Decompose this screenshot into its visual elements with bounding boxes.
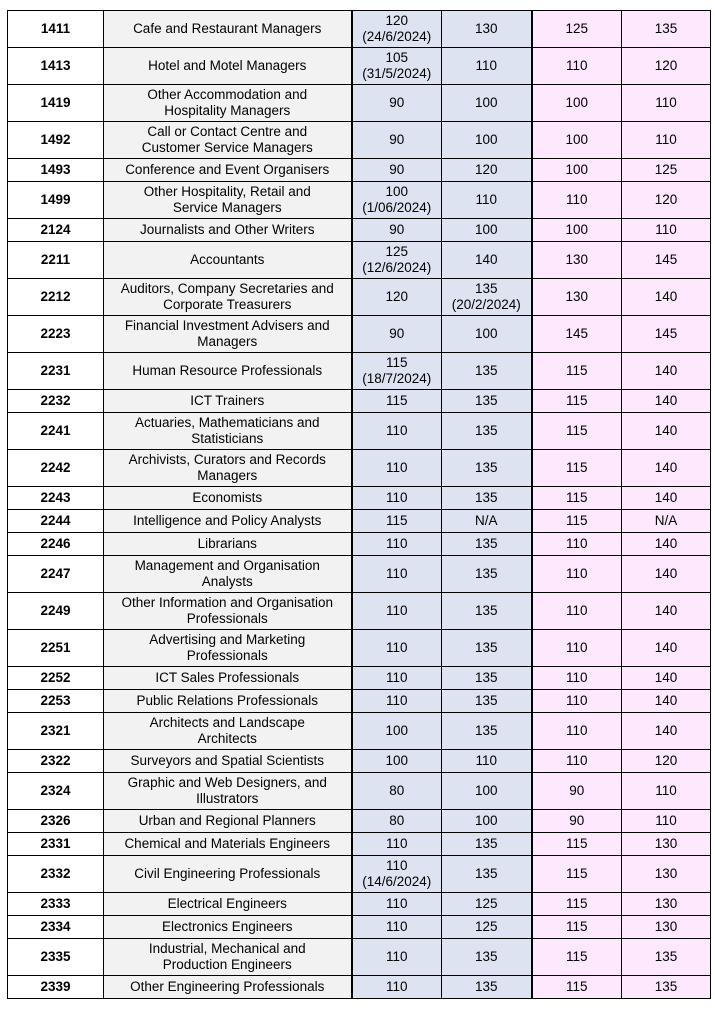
table-row: [8, 11, 711, 48]
anzsco-code-cell: 2252: [8, 667, 104, 690]
occupation-table-container: [7, 10, 711, 999]
anzsco-code-cell: 1413: [8, 48, 104, 85]
table-row: [8, 833, 711, 856]
points-column-1-cell: 110: [352, 916, 442, 939]
points-column-1-cell: 110: [352, 450, 442, 487]
occupation-name-cell: Librarians: [104, 533, 352, 556]
table-row: [8, 48, 711, 85]
occupation-name-cell: Graphic and Web Designers, and Illustrators: [104, 773, 352, 810]
points-column-2-cell: 110: [442, 750, 532, 773]
points-column-3-cell: 115: [532, 450, 622, 487]
points-column-1-cell: 110: [352, 667, 442, 690]
anzsco-code-cell: 2339: [8, 976, 104, 999]
points-column-2-cell: 120: [442, 159, 532, 182]
anzsco-code-cell: 2223: [8, 316, 104, 353]
points-column-1-cell: 110: [352, 556, 442, 593]
points-column-4-cell: 110: [622, 773, 711, 810]
points-column-1-cell: 110: [352, 487, 442, 510]
points-column-4-cell: N/A: [622, 510, 711, 533]
table-row: [8, 556, 711, 593]
points-column-1-cell: 80: [352, 810, 442, 833]
occupation-name-cell: Economists: [104, 487, 352, 510]
points-column-4-cell: 130: [622, 916, 711, 939]
points-column-2-cell: 135: [442, 939, 532, 976]
points-column-3-cell: 115: [532, 487, 622, 510]
points-column-1-cell: 110: [352, 833, 442, 856]
points-column-2-cell: 100: [442, 773, 532, 810]
occupation-name-cell: Cafe and Restaurant Managers: [104, 11, 352, 48]
points-column-2-cell: 135: [442, 690, 532, 713]
points-column-1-cell: 105 (31/5/2024): [352, 48, 442, 85]
table-body: [8, 11, 711, 999]
points-column-1-cell: 110: [352, 939, 442, 976]
table-row: [8, 810, 711, 833]
table-row: [8, 85, 711, 122]
table-row: [8, 279, 711, 316]
points-column-2-cell: 135: [442, 353, 532, 390]
anzsco-code-cell: 1499: [8, 182, 104, 219]
points-column-2-cell: 135: [442, 593, 532, 630]
points-column-2-cell: 100: [442, 122, 532, 159]
points-column-1-cell: 120 (24/6/2024): [352, 11, 442, 48]
points-column-3-cell: 130: [532, 242, 622, 279]
occupation-name-cell: Call or Contact Centre and Customer Service Managers: [104, 122, 352, 159]
table-row: [8, 939, 711, 976]
occupation-name-cell: Conference and Event Organisers: [104, 159, 352, 182]
points-column-2-cell: 135: [442, 390, 532, 413]
points-column-2-cell: 135: [442, 413, 532, 450]
points-column-3-cell: 100: [532, 122, 622, 159]
points-column-1-cell: 110: [352, 893, 442, 916]
points-column-1-cell: 100: [352, 750, 442, 773]
occupation-name-cell: Financial Investment Advisers and Managers: [104, 316, 352, 353]
points-column-1-cell: 110: [352, 593, 442, 630]
table-row: [8, 316, 711, 353]
points-column-4-cell: 140: [622, 353, 711, 390]
points-column-2-cell: 135: [442, 976, 532, 999]
table-row: [8, 690, 711, 713]
points-column-2-cell: 100: [442, 810, 532, 833]
occupation-name-cell: Advertising and Marketing Professionals: [104, 630, 352, 667]
points-column-2-cell: 125: [442, 916, 532, 939]
table-row: [8, 856, 711, 893]
points-column-4-cell: 135: [622, 976, 711, 999]
points-column-4-cell: 120: [622, 750, 711, 773]
points-column-3-cell: 130: [532, 279, 622, 316]
occupation-name-cell: Public Relations Professionals: [104, 690, 352, 713]
points-column-4-cell: 110: [622, 219, 711, 242]
points-column-3-cell: 90: [532, 773, 622, 810]
occupation-name-cell: Intelligence and Policy Analysts: [104, 510, 352, 533]
points-column-4-cell: 110: [622, 85, 711, 122]
anzsco-code-cell: 2231: [8, 353, 104, 390]
points-column-4-cell: 145: [622, 242, 711, 279]
points-column-3-cell: 110: [532, 182, 622, 219]
points-column-3-cell: 110: [532, 667, 622, 690]
points-column-1-cell: 90: [352, 85, 442, 122]
anzsco-code-cell: 2334: [8, 916, 104, 939]
anzsco-code-cell: 2242: [8, 450, 104, 487]
points-column-2-cell: 135: [442, 713, 532, 750]
occupation-name-cell: Other Engineering Professionals: [104, 976, 352, 999]
points-column-3-cell: 115: [532, 893, 622, 916]
anzsco-code-cell: 2247: [8, 556, 104, 593]
points-column-2-cell: 110: [442, 48, 532, 85]
table-row: [8, 667, 711, 690]
points-column-1-cell: 90: [352, 316, 442, 353]
anzsco-code-cell: 2326: [8, 810, 104, 833]
occupation-name-cell: Chemical and Materials Engineers: [104, 833, 352, 856]
points-column-1-cell: 100 (1/06/2024): [352, 182, 442, 219]
occupation-name-cell: Auditors, Company Secretaries and Corporate Treasurers: [104, 279, 352, 316]
anzsco-code-cell: 1492: [8, 122, 104, 159]
occupation-points-table: [7, 10, 711, 999]
points-column-4-cell: 125: [622, 159, 711, 182]
points-column-2-cell: 135: [442, 533, 532, 556]
points-column-4-cell: 110: [622, 810, 711, 833]
points-column-1-cell: 125 (12/6/2024): [352, 242, 442, 279]
points-column-2-cell: 100: [442, 219, 532, 242]
anzsco-code-cell: 2251: [8, 630, 104, 667]
occupation-name-cell: ICT Sales Professionals: [104, 667, 352, 690]
points-column-2-cell: 100: [442, 316, 532, 353]
anzsco-code-cell: 2124: [8, 219, 104, 242]
points-column-2-cell: 135: [442, 630, 532, 667]
points-column-2-cell: 135: [442, 450, 532, 487]
points-column-2-cell: 135: [442, 667, 532, 690]
occupation-name-cell: Other Accommodation and Hospitality Managers: [104, 85, 352, 122]
points-column-4-cell: 135: [622, 11, 711, 48]
anzsco-code-cell: 2253: [8, 690, 104, 713]
table-row: [8, 773, 711, 810]
points-column-3-cell: 125: [532, 11, 622, 48]
points-column-4-cell: 140: [622, 713, 711, 750]
points-column-4-cell: 140: [622, 390, 711, 413]
points-column-3-cell: 90: [532, 810, 622, 833]
points-column-1-cell: 115: [352, 390, 442, 413]
table-row: [8, 510, 711, 533]
anzsco-code-cell: 2322: [8, 750, 104, 773]
table-row: [8, 750, 711, 773]
points-column-4-cell: 130: [622, 833, 711, 856]
points-column-3-cell: 145: [532, 316, 622, 353]
points-column-2-cell: 110: [442, 182, 532, 219]
anzsco-code-cell: 2244: [8, 510, 104, 533]
points-column-1-cell: 80: [352, 773, 442, 810]
anzsco-code-cell: 1419: [8, 85, 104, 122]
points-column-1-cell: 90: [352, 122, 442, 159]
points-column-4-cell: 140: [622, 279, 711, 316]
points-column-1-cell: 110: [352, 976, 442, 999]
occupation-name-cell: Other Information and Organisation Professionals: [104, 593, 352, 630]
points-column-4-cell: 110: [622, 122, 711, 159]
points-column-4-cell: 135: [622, 939, 711, 976]
anzsco-code-cell: 2241: [8, 413, 104, 450]
anzsco-code-cell: 2332: [8, 856, 104, 893]
points-column-3-cell: 110: [532, 713, 622, 750]
points-column-4-cell: 140: [622, 533, 711, 556]
points-column-3-cell: 100: [532, 85, 622, 122]
points-column-3-cell: 110: [532, 630, 622, 667]
occupation-name-cell: Industrial, Mechanical and Production Engineers: [104, 939, 352, 976]
points-column-3-cell: 115: [532, 390, 622, 413]
points-column-3-cell: 110: [532, 48, 622, 85]
anzsco-code-cell: 2232: [8, 390, 104, 413]
occupation-name-cell: Journalists and Other Writers: [104, 219, 352, 242]
points-column-4-cell: 145: [622, 316, 711, 353]
occupation-name-cell: Actuaries, Mathematicians and Statisticians: [104, 413, 352, 450]
points-column-3-cell: 100: [532, 159, 622, 182]
points-column-4-cell: 140: [622, 413, 711, 450]
points-column-1-cell: 115 (18/7/2024): [352, 353, 442, 390]
points-column-3-cell: 115: [532, 833, 622, 856]
points-column-4-cell: 120: [622, 48, 711, 85]
points-column-1-cell: 120: [352, 279, 442, 316]
points-column-3-cell: 115: [532, 856, 622, 893]
anzsco-code-cell: 2331: [8, 833, 104, 856]
points-column-4-cell: 140: [622, 450, 711, 487]
points-column-3-cell: 110: [532, 593, 622, 630]
points-column-1-cell: 110 (14/6/2024): [352, 856, 442, 893]
points-column-4-cell: 140: [622, 556, 711, 593]
occupation-name-cell: Surveyors and Spatial Scientists: [104, 750, 352, 773]
occupation-name-cell: Civil Engineering Professionals: [104, 856, 352, 893]
table-row: [8, 916, 711, 939]
points-column-2-cell: 135: [442, 833, 532, 856]
table-row: [8, 182, 711, 219]
table-row: [8, 242, 711, 279]
anzsco-code-cell: 2324: [8, 773, 104, 810]
table-row: [8, 413, 711, 450]
points-column-1-cell: 100: [352, 713, 442, 750]
points-column-1-cell: 90: [352, 219, 442, 242]
table-row: [8, 893, 711, 916]
occupation-name-cell: Electronics Engineers: [104, 916, 352, 939]
anzsco-code-cell: 1493: [8, 159, 104, 182]
points-column-1-cell: 110: [352, 630, 442, 667]
anzsco-code-cell: 2249: [8, 593, 104, 630]
points-column-1-cell: 110: [352, 413, 442, 450]
table-row: [8, 630, 711, 667]
points-column-3-cell: 110: [532, 556, 622, 593]
points-column-2-cell: 130: [442, 11, 532, 48]
table-row: [8, 122, 711, 159]
anzsco-code-cell: 2335: [8, 939, 104, 976]
points-column-3-cell: 115: [532, 916, 622, 939]
points-column-2-cell: 135: [442, 856, 532, 893]
anzsco-code-cell: 2211: [8, 242, 104, 279]
points-column-1-cell: 115: [352, 510, 442, 533]
anzsco-code-cell: 2246: [8, 533, 104, 556]
points-column-4-cell: 140: [622, 630, 711, 667]
occupation-name-cell: ICT Trainers: [104, 390, 352, 413]
anzsco-code-cell: 1411: [8, 11, 104, 48]
occupation-name-cell: Accountants: [104, 242, 352, 279]
occupation-name-cell: Other Hospitality, Retail and Service Managers: [104, 182, 352, 219]
points-column-1-cell: 110: [352, 690, 442, 713]
occupation-name-cell: Management and Organisation Analysts: [104, 556, 352, 593]
points-column-3-cell: 115: [532, 413, 622, 450]
anzsco-code-cell: 2321: [8, 713, 104, 750]
points-column-4-cell: 140: [622, 593, 711, 630]
table-row: [8, 353, 711, 390]
table-row: [8, 533, 711, 556]
points-column-3-cell: 110: [532, 750, 622, 773]
points-column-3-cell: 115: [532, 510, 622, 533]
occupation-name-cell: Human Resource Professionals: [104, 353, 352, 390]
points-column-3-cell: 110: [532, 690, 622, 713]
anzsco-code-cell: 2333: [8, 893, 104, 916]
points-column-3-cell: 115: [532, 976, 622, 999]
points-column-4-cell: 140: [622, 667, 711, 690]
points-column-3-cell: 115: [532, 939, 622, 976]
table-row: [8, 159, 711, 182]
points-column-2-cell: 135 (20/2/2024): [442, 279, 532, 316]
points-column-2-cell: N/A: [442, 510, 532, 533]
points-column-3-cell: 115: [532, 353, 622, 390]
points-column-2-cell: 125: [442, 893, 532, 916]
points-column-2-cell: 100: [442, 85, 532, 122]
occupation-name-cell: Archivists, Curators and Records Managers: [104, 450, 352, 487]
table-row: [8, 713, 711, 750]
points-column-4-cell: 130: [622, 856, 711, 893]
table-row: [8, 450, 711, 487]
points-column-1-cell: 110: [352, 533, 442, 556]
points-column-1-cell: 90: [352, 159, 442, 182]
points-column-4-cell: 140: [622, 690, 711, 713]
table-row: [8, 390, 711, 413]
occupation-name-cell: Architects and Landscape Architects: [104, 713, 352, 750]
table-row: [8, 219, 711, 242]
points-column-3-cell: 110: [532, 533, 622, 556]
anzsco-code-cell: 2212: [8, 279, 104, 316]
table-row: [8, 487, 711, 510]
occupation-name-cell: Urban and Regional Planners: [104, 810, 352, 833]
points-column-4-cell: 120: [622, 182, 711, 219]
points-column-2-cell: 135: [442, 487, 532, 510]
points-column-2-cell: 140: [442, 242, 532, 279]
occupation-name-cell: Electrical Engineers: [104, 893, 352, 916]
points-column-3-cell: 100: [532, 219, 622, 242]
points-column-4-cell: 130: [622, 893, 711, 916]
points-column-4-cell: 140: [622, 487, 711, 510]
anzsco-code-cell: 2243: [8, 487, 104, 510]
points-column-2-cell: 135: [442, 556, 532, 593]
table-row: [8, 593, 711, 630]
table-row: [8, 976, 711, 999]
occupation-name-cell: Hotel and Motel Managers: [104, 48, 352, 85]
